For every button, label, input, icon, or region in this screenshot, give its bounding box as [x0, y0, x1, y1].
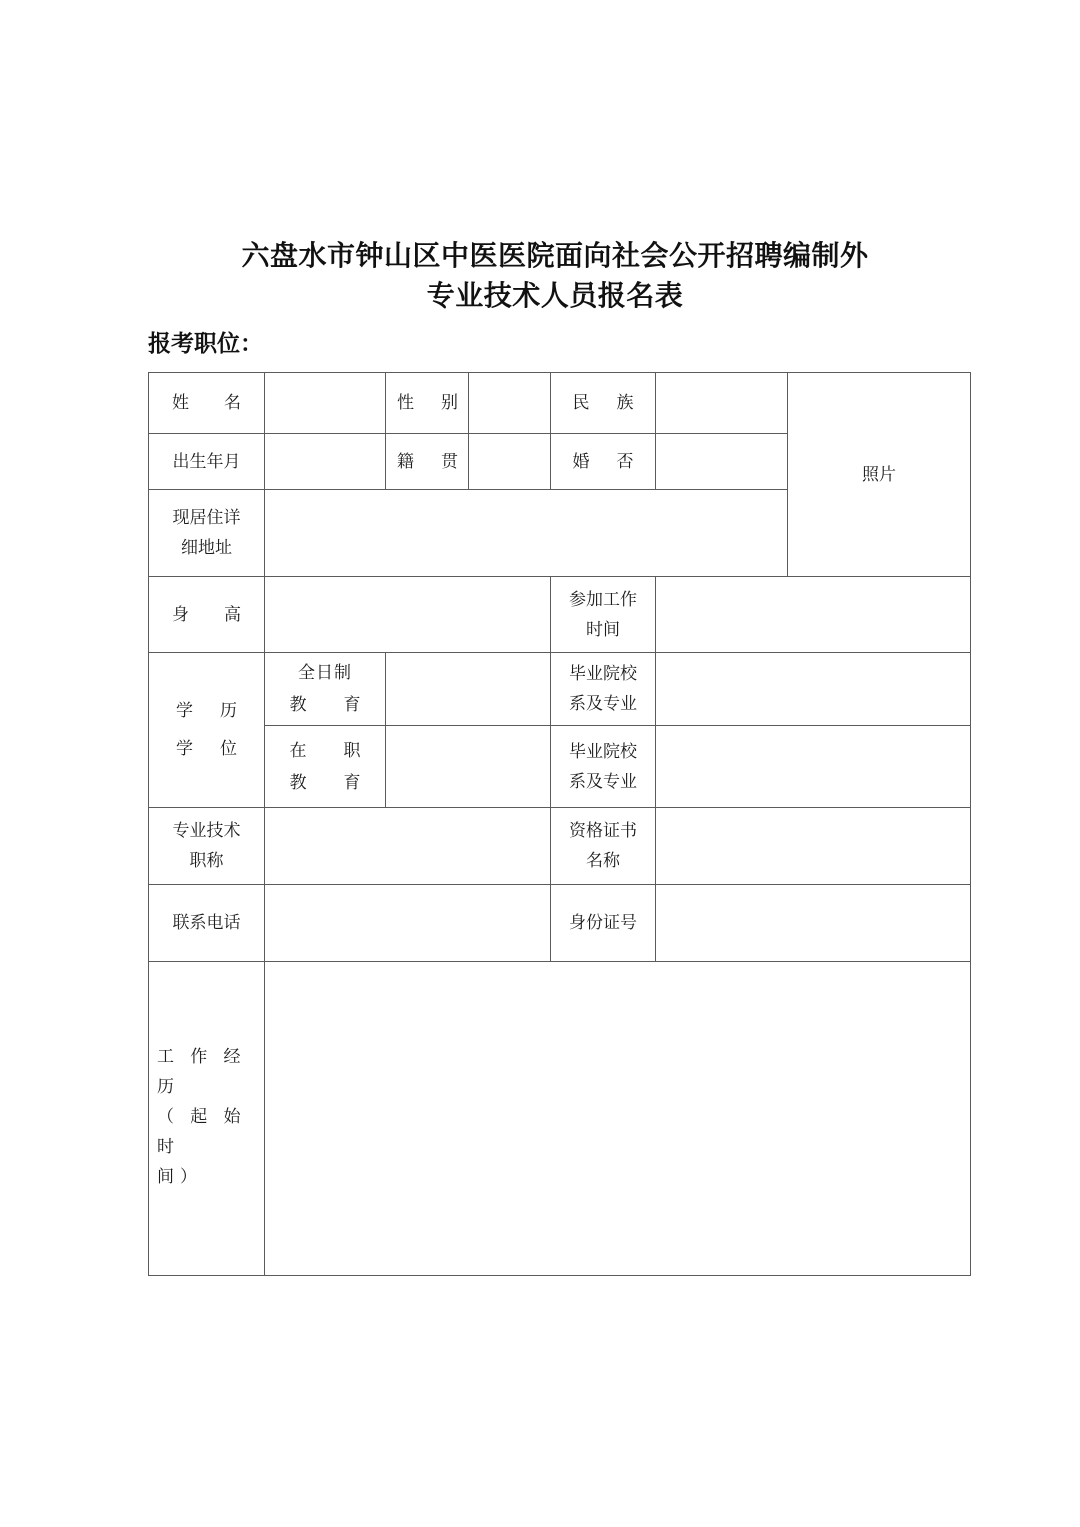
field-graduate-school-value — [656, 685, 970, 693]
label-professional-title-line-1: 专业技术 — [172, 821, 241, 840]
label-name — [149, 373, 265, 434]
label-inservice-education-text — [265, 731, 385, 803]
label-education-degree-text — [149, 688, 264, 772]
label-phone — [149, 885, 265, 962]
label-birth-date-text: 出生年月 — [172, 451, 241, 471]
label-current-address-text — [149, 499, 264, 567]
field-graduate-school[interactable] — [656, 653, 971, 726]
label-professional-title-line-2: 职称 — [189, 851, 224, 870]
label-fulltime-education — [265, 653, 386, 726]
field-current-address[interactable] — [265, 490, 788, 577]
field-inservice-education-value — [386, 763, 550, 771]
table-row — [149, 962, 971, 1276]
table-row — [149, 726, 971, 808]
field-inservice-education[interactable] — [386, 726, 551, 808]
label-certificate-name-line-2: 名称 — [586, 851, 620, 870]
field-gender[interactable] — [469, 373, 551, 434]
page-title — [150, 236, 960, 316]
label-work-experience-line-2: （ 起 始 时 — [157, 1106, 247, 1156]
label-native-place-text: 籍 贯 — [397, 451, 463, 471]
label-certificate-name — [551, 808, 656, 885]
field-professional-title-value — [265, 842, 550, 850]
field-fulltime-education[interactable] — [386, 653, 551, 726]
label-graduate-school-text — [551, 655, 655, 723]
field-professional-title[interactable] — [265, 808, 551, 885]
label-inservice-education-line-2: 教 育 — [289, 772, 371, 792]
field-native-place[interactable] — [469, 434, 551, 490]
label-current-address-line-2: 细地址 — [181, 538, 232, 557]
label-current-address-line-1: 现居住详 — [172, 508, 241, 527]
field-height[interactable] — [265, 577, 551, 653]
field-marital-status[interactable] — [656, 434, 788, 490]
field-certificate-name[interactable] — [656, 808, 971, 885]
table-row — [149, 373, 971, 434]
field-work-experience-value — [265, 1115, 970, 1123]
label-work-start-time — [551, 577, 656, 653]
label-education-degree-line-2: 学 位 — [176, 739, 242, 758]
label-work-start-time-line-1: 参加工作 — [569, 589, 637, 609]
label-phone-text: 联系电话 — [172, 913, 241, 932]
label-gender-text: 性 别 — [397, 393, 463, 412]
label-birth-date — [149, 434, 265, 490]
field-id-number-value — [656, 919, 970, 927]
label-fulltime-education-text — [265, 653, 385, 725]
field-id-number[interactable] — [656, 885, 971, 962]
field-phone-value — [265, 919, 550, 927]
label-graduate-school-2-line-2: 系及专业 — [569, 771, 637, 791]
label-work-start-time-line-2: 时间 — [586, 619, 620, 639]
field-phone[interactable] — [265, 885, 551, 962]
table-row — [149, 653, 971, 726]
label-gender — [386, 373, 469, 434]
field-certificate-name-value — [656, 842, 970, 850]
field-ethnicity-value — [656, 399, 787, 407]
page-title-line-1: 六盘水市钟山区中医医院面向社会公开招聘编制外 — [241, 240, 869, 271]
field-gender-value — [469, 399, 550, 407]
label-height — [149, 577, 265, 653]
field-work-start-time[interactable] — [656, 577, 971, 653]
field-birth-date[interactable] — [265, 434, 386, 490]
field-name[interactable] — [265, 373, 386, 434]
field-graduate-school-2-value — [656, 763, 970, 771]
field-marital-status-value — [656, 458, 787, 466]
label-education-degree-line-1: 学 历 — [176, 701, 242, 720]
field-name-value — [265, 399, 385, 407]
field-height-value — [265, 611, 550, 619]
label-inservice-education — [265, 726, 386, 808]
table-row — [149, 577, 971, 653]
label-native-place — [386, 434, 469, 490]
label-current-address — [149, 490, 265, 577]
label-fulltime-education-line-2: 教 育 — [289, 695, 371, 714]
photo-placeholder-text: 照片 — [862, 464, 896, 484]
field-work-experience[interactable] — [265, 962, 971, 1276]
label-graduate-school-2 — [551, 726, 656, 808]
label-graduate-school — [551, 653, 656, 726]
page-title-line-2: 专业技术人员报名表 — [426, 280, 684, 311]
label-marital-status — [551, 434, 656, 490]
label-work-start-time-text — [551, 581, 655, 649]
label-certificate-name-text — [551, 812, 655, 880]
field-birth-date-value — [265, 458, 385, 466]
label-id-number-text: 身份证号 — [569, 913, 637, 932]
label-name-text: 姓 名 — [172, 393, 250, 412]
label-graduate-school-2-line-1: 毕业院校 — [569, 741, 637, 761]
label-ethnicity-text: 民 族 — [572, 393, 639, 412]
field-ethnicity[interactable] — [656, 373, 788, 434]
label-work-experience-text — [149, 1042, 264, 1196]
field-native-place-value — [469, 458, 550, 466]
field-graduate-school-2[interactable] — [656, 726, 971, 808]
label-graduate-school-2-text — [551, 733, 655, 801]
table-row — [149, 808, 971, 885]
label-id-number — [551, 885, 656, 962]
label-professional-title — [149, 808, 265, 885]
label-ethnicity — [551, 373, 656, 434]
label-inservice-education-line-1: 在 职 — [289, 740, 371, 760]
apply-position-label: 报考职位： — [148, 330, 263, 356]
label-work-experience-line-1: 工 作 经 历 — [157, 1046, 247, 1096]
label-work-experience — [149, 962, 265, 1276]
label-work-experience-line-3: 间） — [157, 1166, 203, 1186]
photo-placeholder[interactable] — [788, 373, 971, 577]
field-work-start-time-value — [656, 611, 970, 619]
label-graduate-school-line-1: 毕业院校 — [569, 664, 637, 683]
label-certificate-name-line-1: 资格证书 — [569, 821, 637, 840]
table-row — [149, 885, 971, 962]
field-current-address-value — [265, 529, 787, 537]
label-professional-title-text — [149, 812, 264, 880]
label-fulltime-education-line-1: 全日制 — [298, 663, 352, 682]
label-education-degree — [149, 653, 265, 808]
field-fulltime-education-value — [386, 685, 550, 693]
label-marital-status-text: 婚 否 — [572, 451, 639, 471]
label-height-text: 身 高 — [172, 604, 250, 624]
label-graduate-school-line-2: 系及专业 — [569, 694, 637, 713]
registration-form-table — [148, 372, 971, 1276]
